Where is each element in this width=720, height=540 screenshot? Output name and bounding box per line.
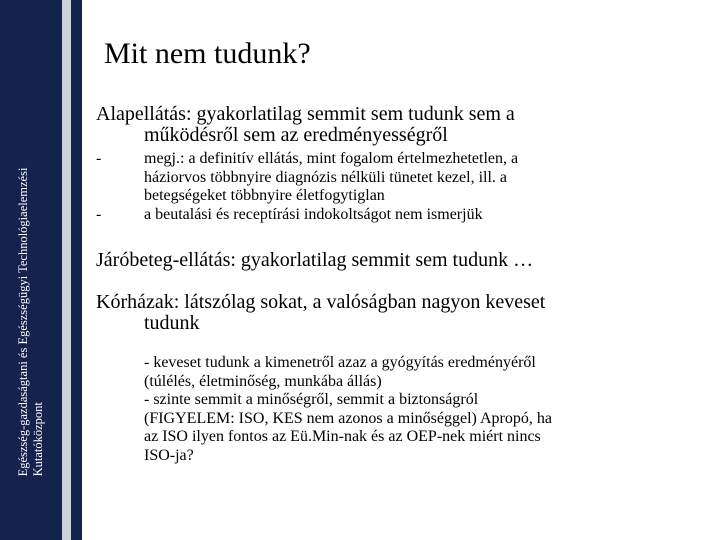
text-line: megj.: a definitív ellátás, mint fogalom értelmezhetetlen, a (144, 150, 519, 167)
text-line: (túlélés, életminőség, munkába állás) (144, 372, 382, 390)
text-line: háziorvos többnyire diagnózis nélküli tünetet kezel, ill. a (144, 168, 508, 186)
bullet-dash-2: - (96, 206, 102, 223)
institute-name-line-2: Kutatóközpont (31, 402, 45, 477)
text-line: ISO-ja? (144, 446, 194, 464)
text-line: a beutalási és receptírási indokoltságot nem ismerjük (144, 205, 483, 223)
heading-line-1: Alapellátás: gyakorlatilag semmit sem tudunk sem a (96, 103, 515, 125)
sidebar-stripe (62, 0, 71, 540)
section-heading-outpatient-care (96, 250, 533, 271)
slide-title: Mit nem tudunk? (104, 37, 311, 70)
bullet-dash-1: - (96, 150, 102, 167)
primary-care-details (144, 150, 518, 224)
hospital-details (144, 354, 552, 465)
text-line: - szinte semmit a minőségről, semmit a biztonságról (144, 391, 479, 408)
text-line: - keveset tudunk a kimenetről azaz a gyógyítás eredményéről (144, 354, 536, 371)
text-line: (FIGYELEM: ISO, KES nem azonos a minőséggel) Apropó, ha (144, 409, 552, 427)
sidebar-text-wrap (0, 0, 62, 540)
heading-line-1: Kórházak: látszólag sokat, a valóságban nagyon keveset (96, 291, 546, 313)
heading-line-2: működésről sem az eredményességről (144, 124, 448, 146)
section-heading-hospitals (96, 292, 545, 334)
heading-line-1: Járóbeteg-ellátás: gyakorlatilag semmit sem tudunk … (96, 249, 534, 271)
institute-name-line-1: Egészség-gazdaságtani és Egészségügyi Technológiaelemzési (16, 167, 30, 477)
text-line: az ISO ilyen fontos az Eü.Min-nak és az OEP-nek miért nincs (144, 428, 541, 445)
institute-name (16, 168, 46, 477)
heading-line-2: tudunk (144, 312, 200, 334)
text-line: betegségeket többnyire életfogytiglan (144, 187, 385, 204)
section-heading-primary-care (96, 104, 515, 146)
sidebar-banner (0, 0, 82, 540)
